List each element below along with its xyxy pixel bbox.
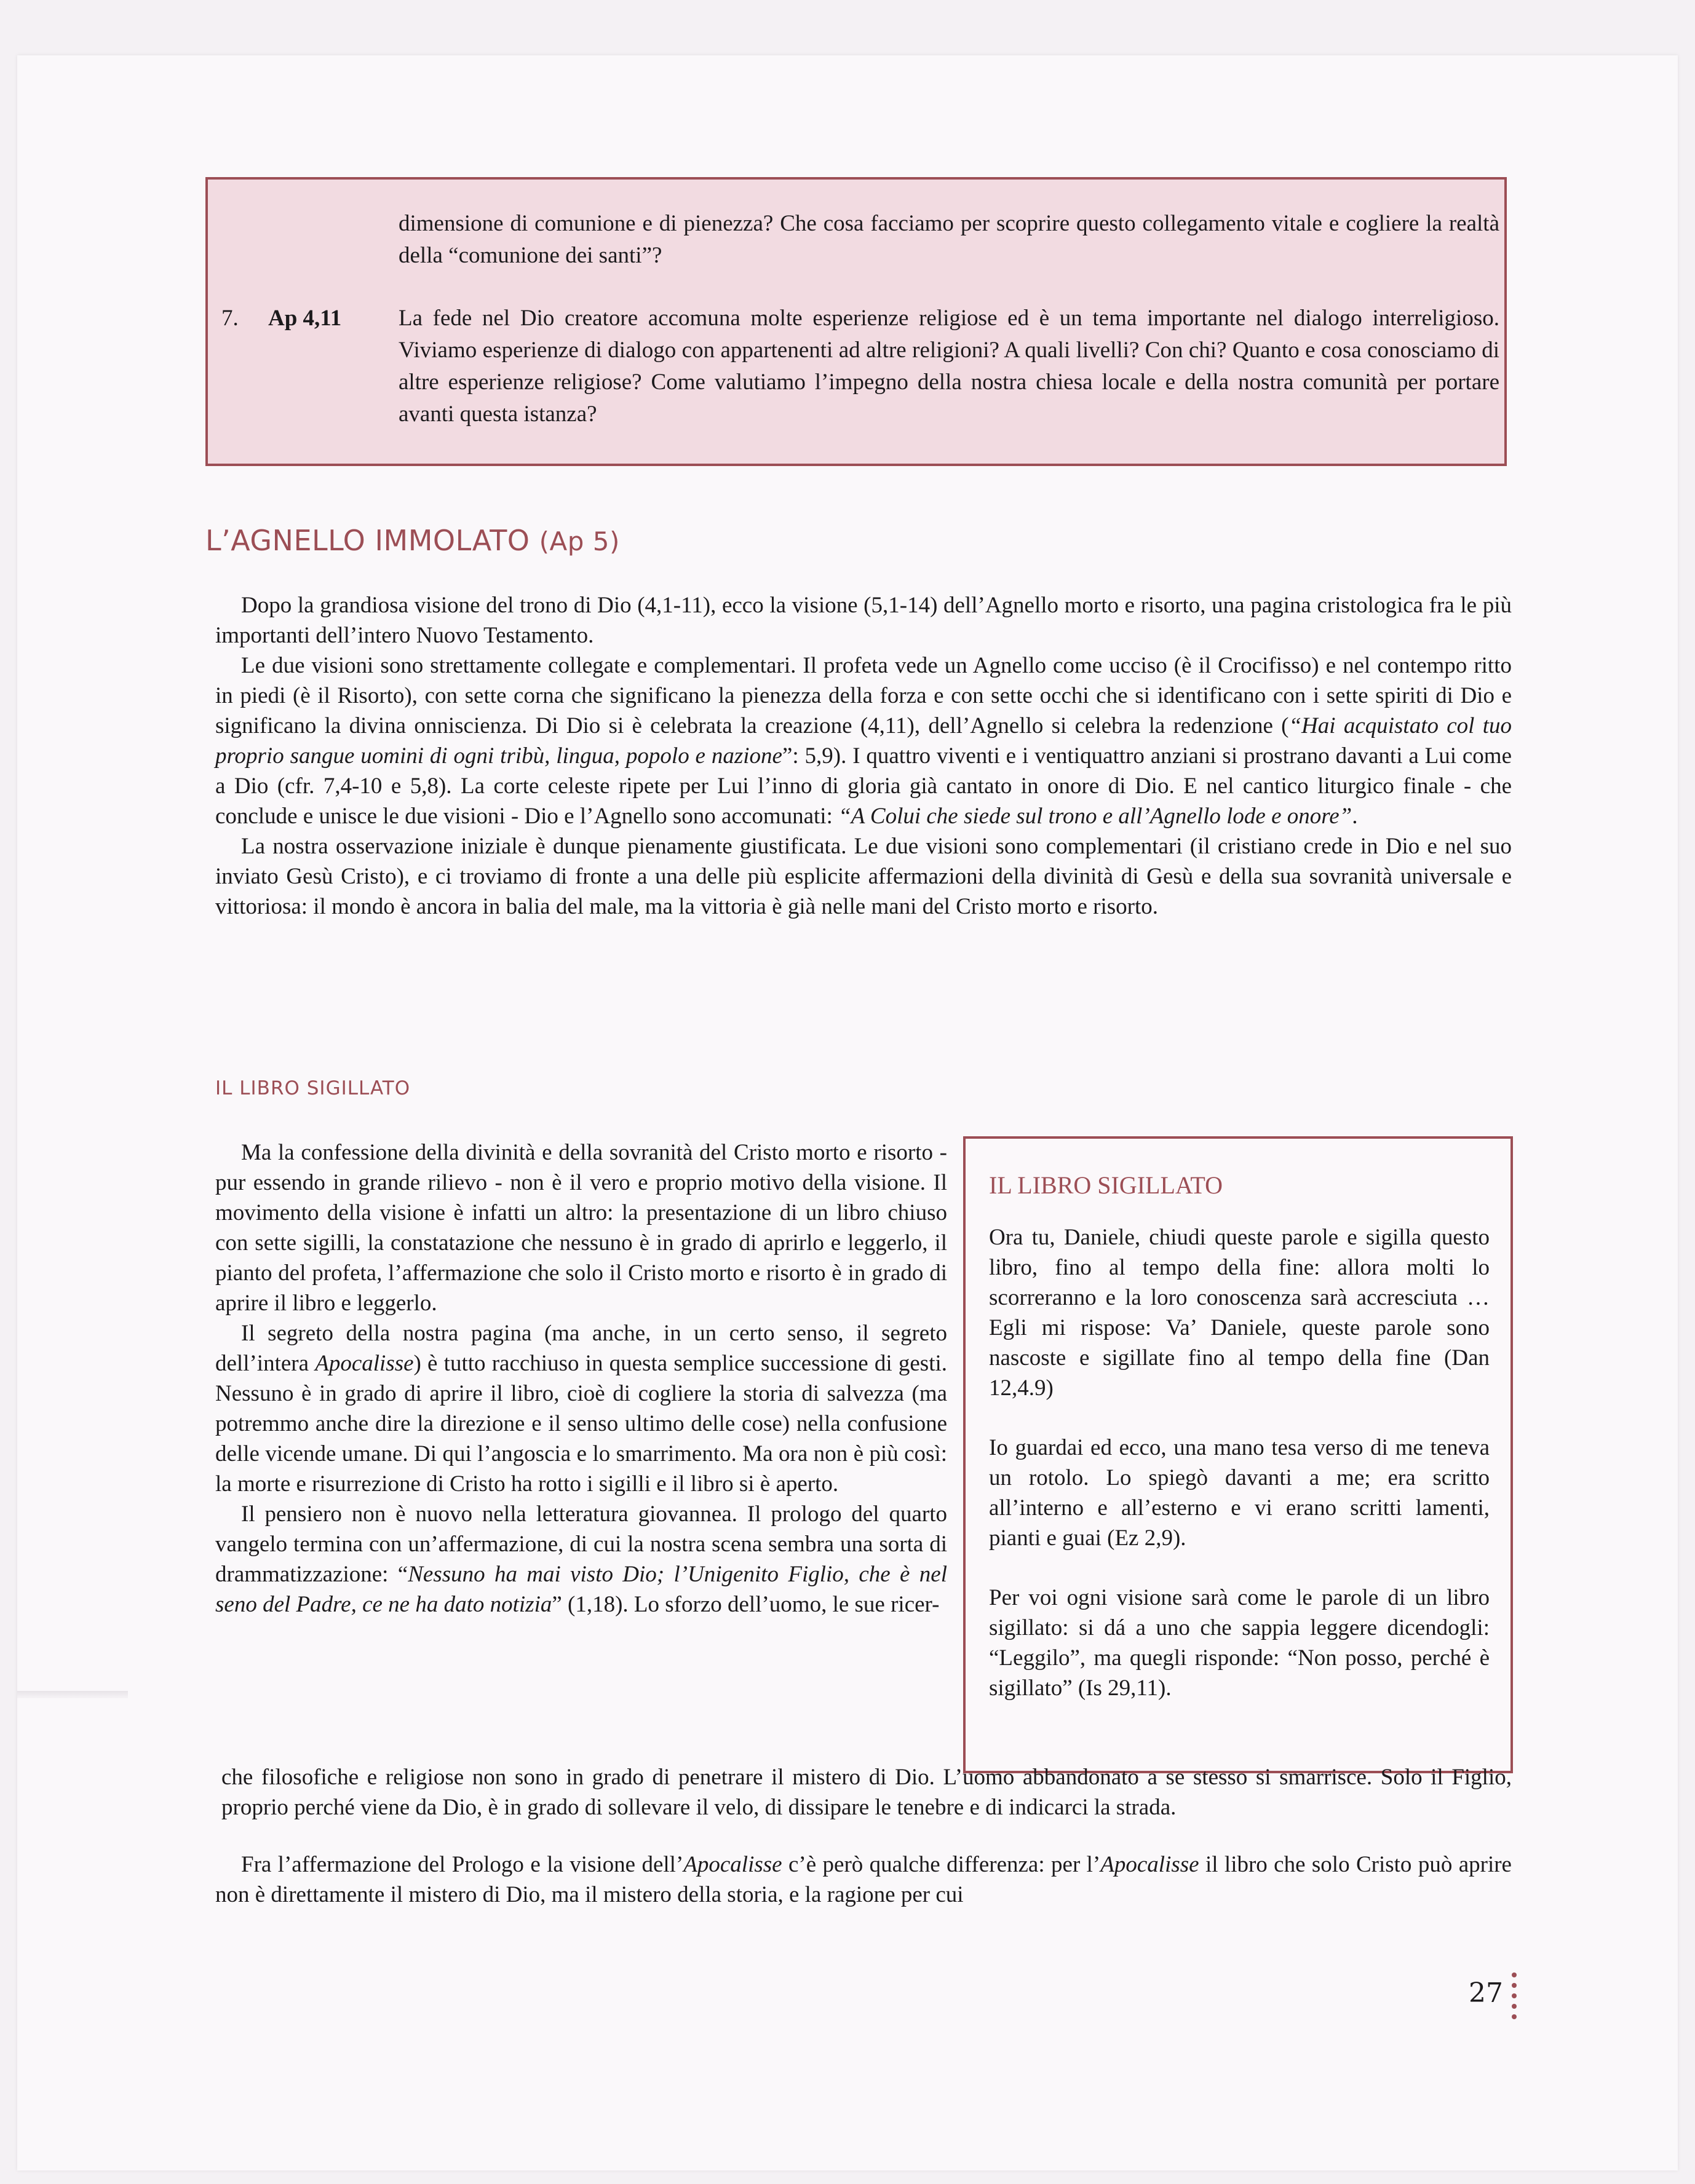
text-run: Il segreto della nostra pagina (ma anche, in un certo senso, il segreto dell’intera xyxy=(215,1321,947,1376)
text-run: ”: 5,9). I quattro viventi e i ventiquattro anziani si prostrano davanti a Lui come a Dio (cfr. 7,4-10 e 5,8). La corte celeste ripete per Lui l’inno di gloria già cantato in onore di Dio. E nel cantico liturgico finale - che conclude e unisce le due visioni - Dio e l’Agnello sono accomunati: xyxy=(215,743,1512,829)
sidebar-box xyxy=(963,1136,1513,1773)
text-run: Le due visioni sono strettamente collegate e complementari. Il profeta vede un Agnello come ucciso (è il Crocifisso) e nel contempo ritto in piedi (è il Risorto), con sette corna che significano la pienezza della forza e con sette occhi che si identificano con i sette spiriti di Dio e significano la divina onniscienza. Di Dio si è celebrata la creazione (4,11), dell’Agnello si celebra la redenzione ( xyxy=(215,653,1512,738)
left-paragraph-2 xyxy=(215,1318,947,1499)
sidebar-title: IL LIBRO SIGILLATO xyxy=(989,1171,1223,1199)
question-number: 7. xyxy=(221,306,239,331)
dot xyxy=(1512,1972,1517,1977)
question-continuation: dimensione di comunione e di pienezza? Che cosa facciamo per scoprire questo collegamento vitale e cogliere la realtà della “comunione dei santi”? xyxy=(399,211,1499,268)
book-title: Apocalisse xyxy=(683,1852,782,1877)
dot xyxy=(1512,1993,1517,1998)
dot xyxy=(1512,1983,1517,1988)
left-paragraph-1: Ma la confessione della divinità e della sovranità del Cristo morto e risorto - pur essendo in grande rilievo - non è il vero e proprio motivo della visione. Il movimento della visione è infatti un altro: la presentazione di un libro chiuso con sette sigilli, la constatazione che nessuno è in grado di aprirlo e leggerlo, il pianto del profeta, l’affermazione che solo il Cristo morto e risorto è in grado di aprire il libro e leggerlo. xyxy=(215,1140,947,1316)
page-dots-ornament xyxy=(1512,1972,1518,2025)
intro-paragraph-1: Dopo la grandiosa visione del trono di Dio (4,1-11), ecco la visione (5,1-14) dell’Agnello morto e risorto, una pagina cristologica fra le più importanti dell’intero Nuovo Testamento. xyxy=(215,593,1512,648)
intro-text xyxy=(215,590,1512,922)
text-run: ) è tutto racchiuso in questa semplice successione di gesti. Nessuno è in grado di aprire il libro, cioè di cogliere la storia di salvezza (ma potremmo anche dire la direzione e il senso ultimo delle cose) nella confusione delle vicende umane. Di qui l’angoscia e lo smarrimento. Ma ora non è più così: la morte e risurrezione di Cristo ha rotto i sigilli e il libro si è aperto. xyxy=(215,1351,947,1497)
text-run: Il pensiero non è nuovo nella letteratura giovannea. Il prologo del quarto vangelo termina con un’affermazione, di cui la nostra scena sembra una sorta di drammatizzazione: “ xyxy=(215,1502,947,1587)
question-reference: Ap 4,11 xyxy=(268,306,342,331)
text-run: . xyxy=(1352,804,1358,829)
intro-paragraph-3: La nostra osservazione iniziale è dunque pienamente giustificata. Le due visioni sono complementari (il cristiano crede in Dio e nel suo inviato Gesù Cristo), e ci troviamo di fronte a una delle più esplicite affermazioni della divinità di Gesù e della sua sovranità universale e vittoriosa: il mondo è ancora in balia del male, ma la vittoria è già nelle mani del Cristo morto e risorto. xyxy=(215,834,1512,919)
intro-paragraph-2 xyxy=(215,651,1512,831)
left-paragraph-3 xyxy=(215,1499,947,1620)
final-paragraph xyxy=(215,1850,1512,1910)
sidebar-body xyxy=(989,1222,1490,1733)
book-title: Apocalisse xyxy=(315,1351,414,1376)
sidebar-quote-isaiah: Per voi ogni visione sarà come le parole di un libro sigillato: si dá a uno che sappia leggere dicendogli: “Leggilo”, ma quegli risponde: “Non posso, perché è sigillato” (Is 29,11). xyxy=(989,1585,1490,1701)
question-text: La fede nel Dio creatore accomuna molte esperienze religiose ed è un tema importante nel dialogo interreligioso. Viviamo esperienze di dialogo con appartenenti ad altre religioni? A quali livelli? Con chi? Quanto e cosa conosciamo di altre esperienze religiose? Come valutiamo l’impegno della nostra chiesa locale e della nostra comunità per portare avanti questa istanza? xyxy=(399,306,1499,427)
final-paragraph-text xyxy=(215,1850,1512,1910)
page-fold xyxy=(17,1691,128,1698)
quote: Nessuno ha mai visto Dio; l’Unigenito Figlio, che è nel seno del Padre, ce ne ha dato notizia xyxy=(215,1562,948,1617)
text-run: ” (1,18). Lo sforzo dell’uomo, le sue ricer- xyxy=(552,1592,940,1617)
questions-box xyxy=(205,177,1507,466)
section-title-text: L’AGNELLO IMMOLATO xyxy=(205,524,530,557)
quote: “Hai acquistato col tuo proprio sangue uomini di ogni tribù, lingua, popolo e nazione xyxy=(215,713,1512,769)
sidebar-quote-daniel: Ora tu, Daniele, chiudi queste parole e sigilla questo libro, fino al tempo della fine: allora molti lo scorreranno e la loro conoscenza sarà accresciuta … Egli mi rispose: Va’ Daniele, queste parole sono nascoste e sigillate fino al tempo della fine (Dan 12,4.9) xyxy=(989,1225,1490,1401)
quote: “A Colui che siede sul trono e all’Agnello lode e onore” xyxy=(838,804,1352,829)
dot xyxy=(1512,2014,1517,2019)
page-number: 27 xyxy=(1469,1977,1503,2009)
subsection-title: IL LIBRO SIGILLATO xyxy=(215,1077,411,1099)
section-title xyxy=(205,524,620,557)
continuation-text: che filosofiche e religiose non sono in grado di penetrare il mistero di Dio. L’uomo abbandonato a se stesso si smarrisce. Solo il Figlio, proprio perché viene da Dio, è in grado di sollevare il velo, di dissipare le tenebre e di indicarci la strada. xyxy=(221,1765,1512,1820)
dot xyxy=(1512,2004,1517,2009)
left-column-text xyxy=(215,1138,947,1620)
text-run: c’è però qualche differenza: per l’ xyxy=(782,1852,1101,1877)
text-run: Fra l’affermazione del Prologo e la visione dell’ xyxy=(241,1852,684,1877)
sidebar-quote-ezekiel: Io guardai ed ecco, una mano tesa verso di me teneva un rotolo. Lo spiegò davanti a me; era scritto all’interno e all’esterno e vi erano scritti lamenti, pianti e guai (Ez 2,9). xyxy=(989,1435,1490,1551)
section-title-ref: (Ap 5) xyxy=(539,526,620,556)
text-run: il libro che solo Cristo può aprire non è direttamente il mistero di Dio, ma il mistero della storia, e la ragione per cui xyxy=(215,1852,1512,1907)
book-title: Apocalisse xyxy=(1100,1852,1199,1877)
